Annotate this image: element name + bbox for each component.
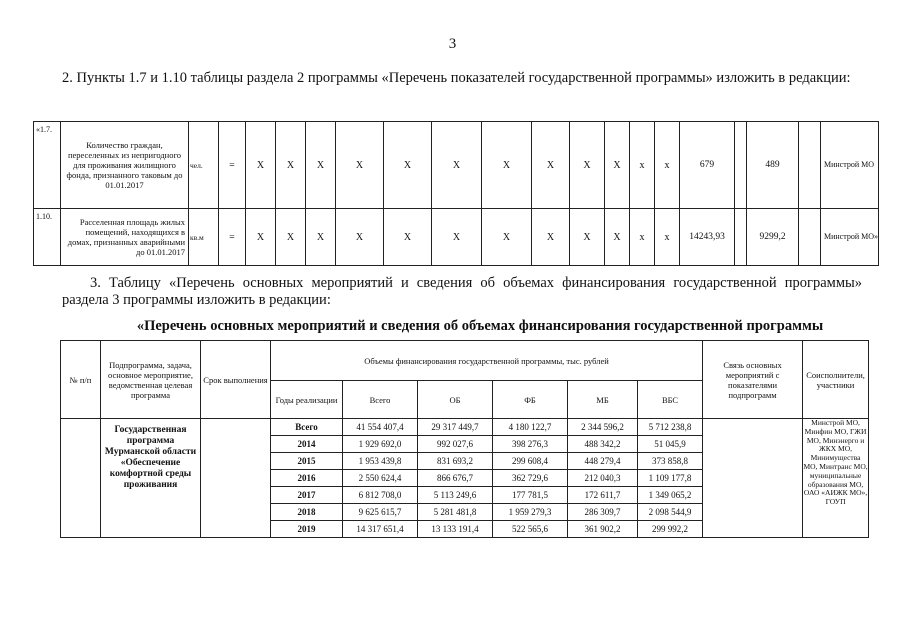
indicator-cell: х	[630, 209, 655, 266]
program-name: Государственная программа Мурманской области «Обеспечение комфортной среды проживания	[101, 419, 201, 538]
financing-fb: 4 180 122,7	[493, 419, 568, 436]
indicator-cell: Х	[336, 209, 384, 266]
financing-total: 9 625 615,7	[343, 504, 418, 521]
financing-year: 2015	[271, 453, 343, 470]
financing-mb: 488 342,2	[568, 436, 638, 453]
indicator-cell: Х	[246, 209, 276, 266]
indicator-unit: чел.	[189, 122, 219, 209]
indicator-name: Количество граждан, переселенных из непригодного для проживания жилищного фонда, признанного таковым до 01.01.2017	[61, 122, 189, 209]
col-header-subprogram: Подпрограмма, задача, основное мероприятие, ведомственная целевая программа	[101, 341, 201, 419]
indicator-unit: кв.м	[189, 209, 219, 266]
financing-ob: 992 027,6	[418, 436, 493, 453]
financing-total: 1 953 439,8	[343, 453, 418, 470]
indicator-cell: х	[630, 122, 655, 209]
indicator-cell: Х	[432, 209, 482, 266]
indicator-value-2: 489	[747, 122, 799, 209]
financing-mb: 286 309,7	[568, 504, 638, 521]
col-header-total: Всего	[343, 381, 418, 419]
financing-year: 2017	[271, 487, 343, 504]
indicator-cell: Х	[432, 122, 482, 209]
financing-year: Всего	[271, 419, 343, 436]
financing-total: 14 317 651,4	[343, 521, 418, 538]
financing-ob: 831 693,2	[418, 453, 493, 470]
col-header-mb: МБ	[568, 381, 638, 419]
indicator-cell: Х	[532, 122, 570, 209]
paragraph-2: 3. Таблицу «Перечень основных мероприятий и сведения об объемах финансирования государственной программы» раздела 3 программы изложить в редакции:	[62, 275, 862, 308]
financing-vbs: 1 109 177,8	[638, 470, 703, 487]
indicator-value-2: 9299,2	[747, 209, 799, 266]
indicator-cell: Х	[306, 122, 336, 209]
indicator-spacer	[735, 209, 747, 266]
indicator-cell: Х	[482, 209, 532, 266]
financing-ob: 29 317 449,7	[418, 419, 493, 436]
financing-year: 2014	[271, 436, 343, 453]
financing-fb: 362 729,6	[493, 470, 568, 487]
financing-row	[61, 419, 869, 436]
col-header-term: Срок выполнения	[201, 341, 271, 419]
col-header-ob: ОБ	[418, 381, 493, 419]
indicator-cell: Х	[570, 122, 605, 209]
financing-total: 1 929 692,0	[343, 436, 418, 453]
indicator-number: 1.10.	[34, 209, 61, 266]
indicator-cell: Х	[384, 122, 432, 209]
financing-vbs: 299 992,2	[638, 521, 703, 538]
indicator-value-1: 679	[680, 122, 735, 209]
financing-fb: 177 781,5	[493, 487, 568, 504]
page-number: 3	[448, 36, 457, 52]
paragraph-1: 2. Пункты 1.7 и 1.10 таблицы раздела 2 программы «Перечень показателей государственной программы» изложить в редакции:	[62, 70, 851, 86]
indicator-cell: Х	[605, 209, 630, 266]
financing-vbs: 1 349 065,2	[638, 487, 703, 504]
financing-vbs: 5 712 238,8	[638, 419, 703, 436]
program-link	[703, 419, 803, 538]
indicator-spacer	[735, 122, 747, 209]
financing-ob: 5 113 249,6	[418, 487, 493, 504]
col-header-volumes: Объемы финансирования государственной программы, тыс. рублей	[271, 341, 703, 381]
financing-total: 6 812 708,0	[343, 487, 418, 504]
indicator-row	[34, 209, 879, 266]
financing-table	[60, 340, 869, 538]
indicator-cell: х	[655, 122, 680, 209]
indicator-spacer	[799, 122, 821, 209]
indicator-cell: Х	[605, 122, 630, 209]
indicator-cell: Х	[384, 209, 432, 266]
table2-heading: «Перечень основных мероприятий и сведения об объемах финансирования государственной программы	[136, 318, 824, 334]
indicator-number: «1.7.	[34, 122, 61, 209]
indicator-cell: Х	[570, 209, 605, 266]
indicator-value-1: 14243,93	[680, 209, 735, 266]
financing-year: 2018	[271, 504, 343, 521]
program-number	[61, 419, 101, 538]
financing-mb: 2 344 596,2	[568, 419, 638, 436]
indicator-name: Расселенная площадь жилых помещений, находящихся в домах, признанных аварийными до 01.01.2017	[61, 209, 189, 266]
indicator-sign: =	[219, 209, 246, 266]
program-term	[201, 419, 271, 538]
col-header-coexecutors: Соисполнители, участники	[803, 341, 869, 419]
financing-vbs: 2 098 544,9	[638, 504, 703, 521]
financing-fb: 522 565,6	[493, 521, 568, 538]
financing-ob: 5 281 481,8	[418, 504, 493, 521]
indicator-cell: х	[655, 209, 680, 266]
indicator-executor: Минстрой МО	[821, 122, 879, 209]
financing-total: 41 554 407,4	[343, 419, 418, 436]
financing-mb: 448 279,4	[568, 453, 638, 470]
financing-fb: 398 276,3	[493, 436, 568, 453]
indicator-cell: Х	[276, 209, 306, 266]
col-header-num: № п/п	[61, 341, 101, 419]
indicators-table	[33, 121, 879, 266]
financing-fb: 1 959 279,3	[493, 504, 568, 521]
indicator-cell: Х	[276, 122, 306, 209]
indicator-cell: Х	[532, 209, 570, 266]
financing-mb: 361 902,2	[568, 521, 638, 538]
indicator-cell: Х	[306, 209, 336, 266]
indicator-cell: Х	[336, 122, 384, 209]
col-header-years: Годы реализации	[271, 381, 343, 419]
indicator-cell: Х	[482, 122, 532, 209]
financing-vbs: 51 045,9	[638, 436, 703, 453]
financing-ob: 866 676,7	[418, 470, 493, 487]
financing-mb: 212 040,3	[568, 470, 638, 487]
indicator-row	[34, 122, 879, 209]
program-coexecutors: Минстрой МО, Минфин МО, ГЖИ МО, Минэнерго и ЖКХ МО, Минимущества МО, Минтранс МО, муниципальные образования МО, ОАО «АИЖК МО», ГОУП	[803, 419, 869, 538]
financing-year: 2016	[271, 470, 343, 487]
col-header-fb: ФБ	[493, 381, 568, 419]
indicator-executor: Минстрой МО»	[821, 209, 879, 266]
financing-fb: 299 608,4	[493, 453, 568, 470]
financing-mb: 172 611,7	[568, 487, 638, 504]
col-header-link: Связь основных мероприятий с показателями подпрограмм	[703, 341, 803, 419]
col-header-vbs: ВБС	[638, 381, 703, 419]
indicator-cell: Х	[246, 122, 276, 209]
financing-vbs: 373 858,8	[638, 453, 703, 470]
financing-ob: 13 133 191,4	[418, 521, 493, 538]
indicator-spacer	[799, 209, 821, 266]
indicator-sign: =	[219, 122, 246, 209]
financing-total: 2 550 624,4	[343, 470, 418, 487]
financing-year: 2019	[271, 521, 343, 538]
